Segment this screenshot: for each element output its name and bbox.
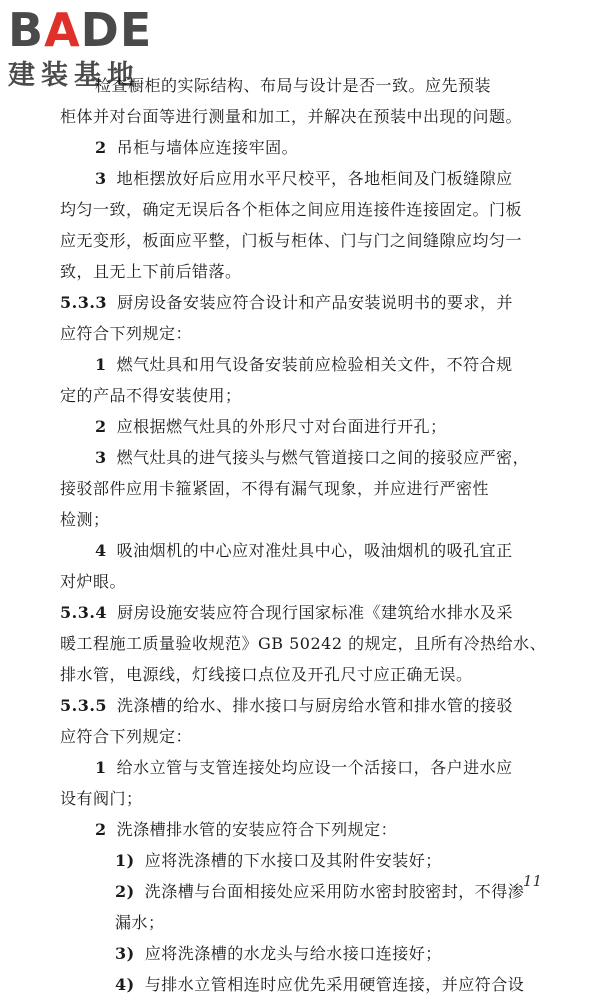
line-text: 定的产品不得安装使用； xyxy=(60,386,242,405)
clause-line xyxy=(60,692,550,720)
text-line xyxy=(60,320,550,348)
line-text: 均匀一致，确定无误后各个柜体之间应用连接件连接固定。门板 xyxy=(60,200,523,219)
text-line xyxy=(60,754,550,782)
line-text: 应将洗涤槽的水龙头与给水接口连接好； xyxy=(144,944,442,963)
line-text: 地柜摆放好后应用水平尺校平，各地柜间及门板缝隙应 xyxy=(116,169,513,188)
text-line xyxy=(60,72,550,100)
line-text: 柜体并对台面等进行测量和加工，并解决在预装中出现的问题。 xyxy=(60,107,523,126)
line-text: 厨房设备安装应符合设计和产品安装说明书的要求，并 xyxy=(117,293,514,312)
text-line xyxy=(60,382,550,410)
logo-letter-accent: A xyxy=(44,3,81,57)
item-number: 1) xyxy=(115,851,135,870)
line-text: 应根据燃气灶具的外形尺寸对台面进行开孔； xyxy=(116,417,447,436)
clause-line xyxy=(60,289,550,317)
item-number: 1 xyxy=(95,355,107,374)
item-number: 2) xyxy=(115,882,135,901)
line-text: 致，且无上下前后错落。 xyxy=(60,262,242,281)
text-line xyxy=(60,816,550,844)
item-number: 3 xyxy=(95,448,107,467)
text-line xyxy=(60,444,550,472)
line-text: 检测； xyxy=(60,510,110,529)
line-text: 燃气灶具的进气接头与燃气管道接口之间的接驳应严密， xyxy=(116,448,530,467)
line-text: 洗涤槽排水管的安装应符合下列规定： xyxy=(116,820,398,839)
item-number: 4 xyxy=(95,541,107,560)
logo-letter: E xyxy=(119,3,153,57)
text-line xyxy=(60,940,550,968)
text-line xyxy=(60,196,550,224)
line-text: 吸油烟机的中心应对准灶具中心，吸油烟机的吸孔宜正 xyxy=(116,541,513,560)
page-number: 11 xyxy=(522,872,542,890)
line-text: 应无变形，板面应平整，门板与柜体、门与门之间缝隙应均匀一 xyxy=(60,231,523,250)
item-number: 1 xyxy=(95,758,107,777)
line-text: 排水管，电源线，灯线接口点位及开孔尺寸应正确无误。 xyxy=(60,665,473,684)
line-text: 燃气灶具和用气设备安装前应检验相关文件，不符合规 xyxy=(116,355,513,374)
line-text: 漏水； xyxy=(115,913,165,932)
logo-letter: D xyxy=(80,3,120,57)
text-line xyxy=(60,537,550,565)
line-text: 与排水立管相连时应优先采用硬管连接，并应符合设 xyxy=(144,975,525,994)
clause-line xyxy=(60,599,550,627)
text-line xyxy=(60,165,550,193)
text-line xyxy=(60,847,550,875)
item-number: 2 xyxy=(95,820,107,839)
item-number: 3 xyxy=(95,169,107,188)
logo-subtitle: 建装基地 xyxy=(8,60,140,91)
logo-letter: B xyxy=(8,3,45,57)
text-line xyxy=(60,568,550,596)
line-text: 洗涤槽与台面相接处应采用防水密封胶密封，不得渗 xyxy=(144,882,525,901)
logo-wordmark xyxy=(8,4,178,56)
line-text: 设有阀门； xyxy=(60,789,143,808)
item-number: 4) xyxy=(115,975,135,994)
text-line xyxy=(60,475,550,503)
line-text: 应将洗涤槽的下水接口及其附件安装好； xyxy=(144,851,442,870)
text-line xyxy=(60,909,550,937)
line-text: 接驳部件应用卡箍紧固，不得有漏气现象，并应进行严密性 xyxy=(60,479,490,498)
text-line xyxy=(60,103,550,131)
line-text: 应符合下列规定： xyxy=(60,324,193,343)
clause-number: 5.3.3 xyxy=(60,293,108,312)
text-line xyxy=(60,413,550,441)
text-line xyxy=(60,661,550,689)
line-text: 检查橱柜的实际结构、布局与设计是否一致。应先预装 xyxy=(95,76,492,95)
text-line xyxy=(60,723,550,751)
clause-number: 5.3.5 xyxy=(60,696,108,715)
line-text: 吊柜与墙体应连接牢固。 xyxy=(116,138,299,157)
text-line xyxy=(60,258,550,286)
line-text: 对炉眼。 xyxy=(60,572,127,591)
text-line xyxy=(60,630,550,658)
text-line xyxy=(60,506,550,534)
item-number: 2 xyxy=(95,138,107,157)
text-line xyxy=(60,134,550,162)
text-line xyxy=(60,227,550,255)
line-text: 洗涤槽的给水、排水接口与厨房给水管和排水管的接驳 xyxy=(117,696,514,715)
text-line xyxy=(60,785,550,813)
line-text: 给水立管与支管连接处均应设一个活接口，各户进水应 xyxy=(116,758,513,777)
line-text: 应符合下列规定： xyxy=(60,727,193,746)
text-line xyxy=(60,351,550,379)
item-number: 2 xyxy=(95,417,107,436)
item-number: 3) xyxy=(115,944,135,963)
text-line xyxy=(60,971,550,999)
text-line xyxy=(60,878,550,906)
line-text: 厨房设施安装应符合现行国家标准《建筑给水排水及采 xyxy=(117,603,514,622)
line-text: 暖工程施工质量验收规范》GB 50242 的规定，且所有冷热给水、 xyxy=(60,634,547,653)
clause-number: 5.3.4 xyxy=(60,603,108,622)
